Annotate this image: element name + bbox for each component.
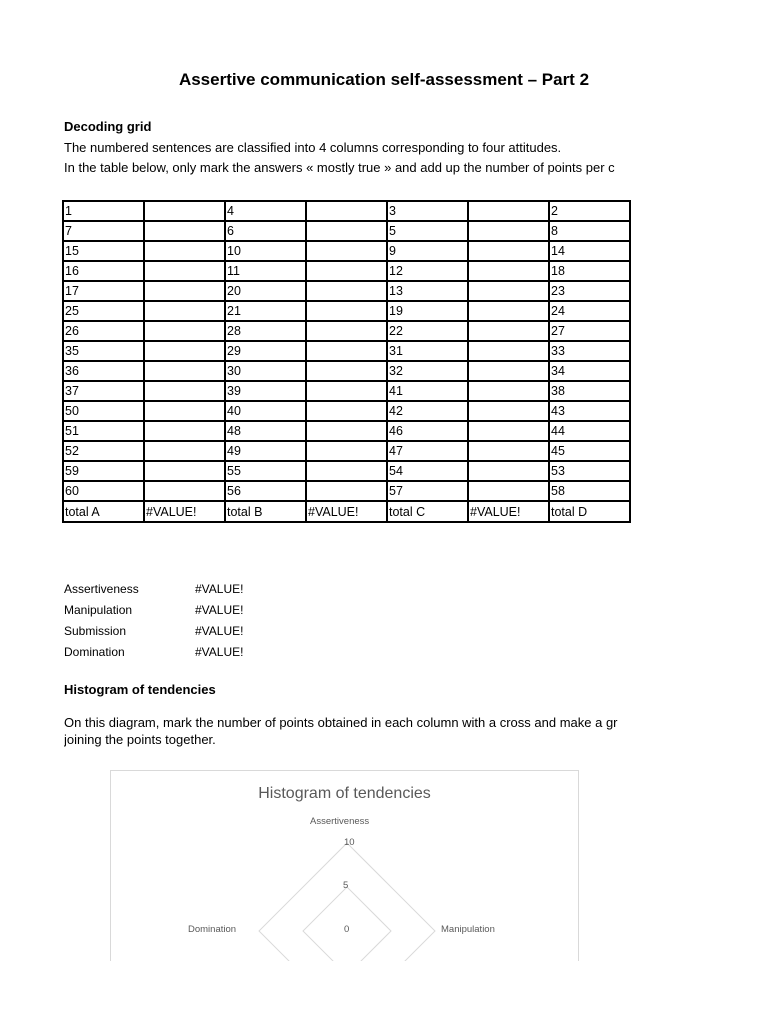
grid-number-cell: 21 [225, 301, 306, 321]
grid-number-cell: 11 [225, 261, 306, 281]
grid-number-cell: 7 [63, 221, 144, 241]
grid-number-cell: 52 [63, 441, 144, 461]
histogram-instruction-line-2: joining the points together. [64, 732, 216, 747]
tick-label-5: 5 [343, 880, 349, 891]
result-row-submission [64, 620, 243, 641]
grid-number-cell: 28 [225, 321, 306, 341]
grid-number-cell: 5 [387, 221, 468, 241]
grid-mark-cell[interactable] [468, 341, 549, 361]
grid-mark-cell[interactable] [144, 401, 225, 421]
grid-number-cell: 33 [549, 341, 630, 361]
grid-total-row [63, 501, 630, 522]
histogram-instruction-line-1: On this diagram, mark the number of points obtained in each column with a cross and make a gr [64, 715, 618, 730]
axis-label-assertiveness: Assertiveness [310, 816, 370, 827]
grid-mark-cell[interactable] [468, 401, 549, 421]
grid-number-cell: 55 [225, 461, 306, 481]
result-label: Assertiveness [64, 581, 139, 596]
grid-number-cell: total D [549, 501, 630, 522]
grid-number-cell: 38 [549, 381, 630, 401]
grid-mark-cell[interactable]: #VALUE! [468, 501, 549, 522]
grid-number-cell: 39 [225, 381, 306, 401]
grid-number-cell: 49 [225, 441, 306, 461]
grid-mark-cell[interactable] [306, 441, 387, 461]
grid-number-cell: 50 [63, 401, 144, 421]
tick-label-0: 0 [344, 924, 350, 935]
grid-mark-cell[interactable] [306, 221, 387, 241]
decoding-intro-line-1: The numbered sentences are classified into 4 columns corresponding to four attitudes. [64, 140, 562, 155]
grid-number-cell: 36 [63, 361, 144, 381]
result-value: #VALUE! [195, 602, 244, 617]
grid-number-cell: 54 [387, 461, 468, 481]
grid-row [63, 481, 630, 501]
result-value: #VALUE! [195, 644, 244, 659]
grid-mark-cell[interactable] [468, 241, 549, 261]
grid-mark-cell[interactable] [306, 481, 387, 501]
grid-number-cell: 6 [225, 221, 306, 241]
grid-mark-cell[interactable] [144, 461, 225, 481]
grid-number-cell: 12 [387, 261, 468, 281]
grid-row [63, 321, 630, 341]
grid-number-cell: 10 [225, 241, 306, 261]
grid-mark-cell[interactable] [144, 221, 225, 241]
grid-mark-cell[interactable] [468, 461, 549, 481]
grid-number-cell: 40 [225, 401, 306, 421]
grid-mark-cell[interactable] [144, 421, 225, 441]
grid-number-cell: 51 [63, 421, 144, 441]
grid-mark-cell[interactable] [468, 321, 549, 341]
tick-label-10: 10 [344, 837, 355, 848]
grid-mark-cell[interactable] [144, 321, 225, 341]
grid-mark-cell[interactable] [306, 421, 387, 441]
histogram-heading: Histogram of tendencies [64, 682, 216, 697]
grid-mark-cell[interactable] [468, 261, 549, 281]
grid-number-cell: 27 [549, 321, 630, 341]
axis-label-manipulation: Manipulation [441, 924, 495, 935]
grid-mark-cell[interactable] [468, 361, 549, 381]
grid-row [63, 201, 630, 221]
decoding-grid-table [62, 200, 631, 523]
grid-mark-cell[interactable] [306, 321, 387, 341]
grid-number-cell: 9 [387, 241, 468, 261]
grid-mark-cell[interactable] [306, 381, 387, 401]
grid-number-cell: 53 [549, 461, 630, 481]
grid-row [63, 461, 630, 481]
grid-number-cell: 24 [549, 301, 630, 321]
result-row-manipulation [64, 599, 243, 620]
grid-mark-cell[interactable] [468, 201, 549, 221]
page-title: Assertive communication self-assessment – Part 2 [178, 70, 590, 89]
grid-number-cell: 30 [225, 361, 306, 381]
grid-number-cell: 1 [63, 201, 144, 221]
axis-label-domination: Domination [188, 924, 237, 935]
grid-number-cell: 14 [549, 241, 630, 261]
grid-row [63, 301, 630, 321]
grid-number-cell: 58 [549, 481, 630, 501]
radar-grid-ring-10 [259, 843, 435, 961]
grid-mark-cell[interactable] [144, 441, 225, 461]
results-summary [64, 578, 243, 662]
grid-number-cell: 43 [549, 401, 630, 421]
grid-number-cell: 37 [63, 381, 144, 401]
grid-number-cell: 8 [549, 221, 630, 241]
grid-number-cell: total C [387, 501, 468, 522]
result-label: Submission [64, 623, 127, 638]
grid-number-cell: 29 [225, 341, 306, 361]
decoding-intro-line-2: In the table below, only mark the answers « mostly true » and add up the number of points per c [64, 160, 615, 175]
result-value: #VALUE! [195, 623, 244, 638]
grid-mark-cell[interactable] [468, 301, 549, 321]
grid-mark-cell[interactable] [144, 341, 225, 361]
grid-mark-cell[interactable] [144, 281, 225, 301]
result-label: Manipulation [64, 602, 133, 617]
grid-mark-cell[interactable] [306, 201, 387, 221]
grid-row [63, 341, 630, 361]
grid-mark-cell[interactable] [144, 381, 225, 401]
grid-row [63, 441, 630, 461]
grid-mark-cell[interactable] [306, 401, 387, 421]
grid-mark-cell[interactable] [144, 261, 225, 281]
grid-number-cell: 34 [549, 361, 630, 381]
grid-mark-cell[interactable] [306, 301, 387, 321]
grid-number-cell: 4 [225, 201, 306, 221]
grid-row [63, 221, 630, 241]
grid-number-cell: 32 [387, 361, 468, 381]
grid-row [63, 381, 630, 401]
grid-row [63, 261, 630, 281]
grid-number-cell: 59 [63, 461, 144, 481]
grid-mark-cell[interactable] [468, 281, 549, 301]
grid-mark-cell[interactable] [468, 421, 549, 441]
grid-number-cell: 25 [63, 301, 144, 321]
grid-number-cell: 44 [549, 421, 630, 441]
grid-number-cell: 18 [549, 261, 630, 281]
grid-row [63, 421, 630, 441]
grid-mark-cell[interactable] [306, 261, 387, 281]
result-label: Domination [64, 644, 125, 659]
grid-mark-cell[interactable] [468, 481, 549, 501]
grid-row [63, 281, 630, 301]
grid-mark-cell[interactable]: #VALUE! [306, 501, 387, 522]
result-row-domination [64, 641, 243, 662]
grid-number-cell: 13 [387, 281, 468, 301]
grid-mark-cell[interactable] [468, 381, 549, 401]
grid-mark-cell[interactable] [468, 441, 549, 461]
grid-number-cell: 35 [63, 341, 144, 361]
grid-number-cell: 20 [225, 281, 306, 301]
grid-number-cell: 47 [387, 441, 468, 461]
grid-mark-cell[interactable]: #VALUE! [144, 501, 225, 522]
grid-number-cell: 19 [387, 301, 468, 321]
grid-number-cell: 31 [387, 341, 468, 361]
result-row-assertiveness [64, 578, 243, 599]
grid-number-cell: 46 [387, 421, 468, 441]
grid-number-cell: 41 [387, 381, 468, 401]
radar-chart [110, 770, 579, 961]
grid-number-cell: 45 [549, 441, 630, 461]
grid-number-cell: 22 [387, 321, 468, 341]
grid-mark-cell[interactable] [306, 341, 387, 361]
chart-title: Histogram of tendencies [258, 785, 431, 802]
grid-number-cell: 17 [63, 281, 144, 301]
grid-mark-cell[interactable] [306, 361, 387, 381]
grid-row [63, 241, 630, 261]
grid-number-cell: 42 [387, 401, 468, 421]
grid-number-cell: 23 [549, 281, 630, 301]
grid-mark-cell[interactable] [144, 361, 225, 381]
decoding-grid-heading: Decoding grid [64, 119, 152, 134]
grid-number-cell: 48 [225, 421, 306, 441]
result-value: #VALUE! [195, 581, 244, 596]
grid-mark-cell[interactable] [144, 301, 225, 321]
grid-number-cell: 3 [387, 201, 468, 221]
grid-number-cell: 26 [63, 321, 144, 341]
grid-mark-cell[interactable] [306, 461, 387, 481]
grid-row [63, 361, 630, 381]
grid-mark-cell[interactable] [144, 201, 225, 221]
grid-mark-cell[interactable] [306, 241, 387, 261]
grid-number-cell: 60 [63, 481, 144, 501]
grid-number-cell: 2 [549, 201, 630, 221]
grid-mark-cell[interactable] [306, 281, 387, 301]
grid-number-cell: 16 [63, 261, 144, 281]
grid-mark-cell[interactable] [144, 241, 225, 261]
grid-number-cell: 57 [387, 481, 468, 501]
grid-number-cell: 15 [63, 241, 144, 261]
grid-row [63, 401, 630, 421]
grid-mark-cell[interactable] [468, 221, 549, 241]
grid-mark-cell[interactable] [144, 481, 225, 501]
grid-number-cell: 56 [225, 481, 306, 501]
grid-number-cell: total B [225, 501, 306, 522]
grid-number-cell: total A [63, 501, 144, 522]
